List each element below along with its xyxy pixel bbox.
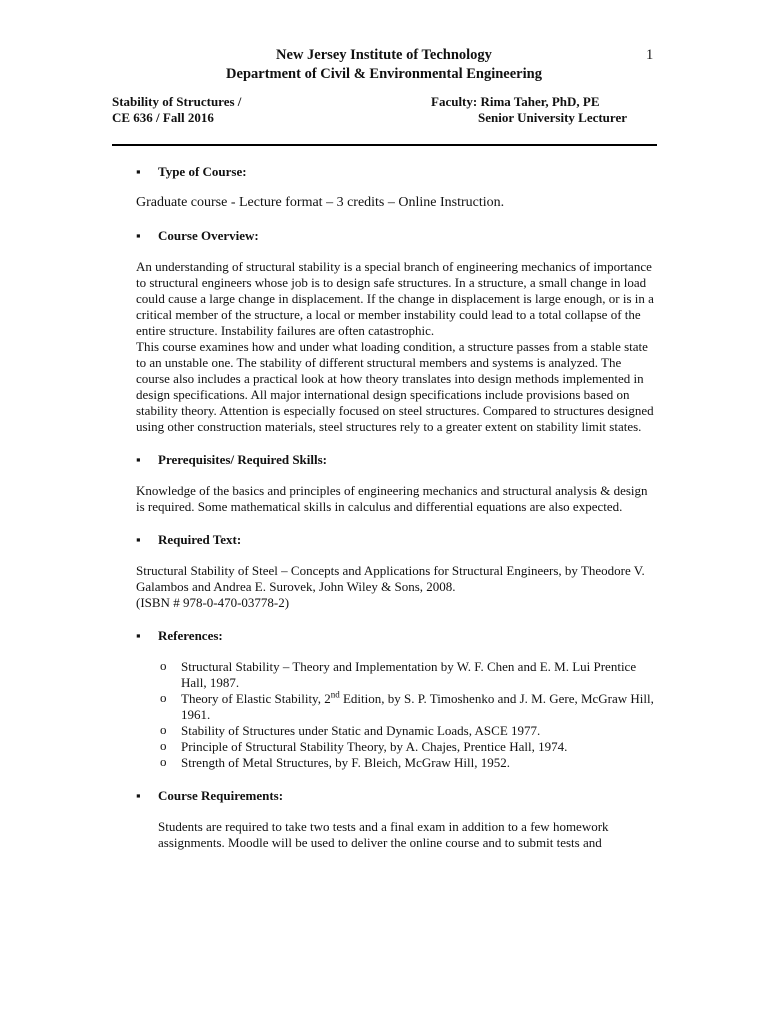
section-heading-label: Course Overview: bbox=[158, 228, 259, 243]
circle-bullet-icon: o bbox=[160, 690, 167, 705]
section-heading-label: References: bbox=[158, 628, 223, 643]
circle-bullet-icon: o bbox=[160, 754, 167, 769]
section-heading-references bbox=[136, 628, 656, 644]
course-code: CE 636 / Fall 2016 bbox=[112, 110, 214, 125]
circle-bullet-icon: o bbox=[160, 722, 167, 737]
section-heading-requirements bbox=[136, 788, 656, 804]
reference-item: o Strength of Metal Structures, by F. Bleich, McGraw Hill, 1952. bbox=[160, 754, 510, 770]
header-divider bbox=[112, 144, 657, 146]
section-heading-type bbox=[136, 164, 656, 180]
circle-bullet-icon: o bbox=[160, 738, 167, 753]
requirements-text: Students are required to take two tests and a final exam in addition to a few homework assignments. Moodle will be used to deliver the online course and to submit tests and bbox=[158, 819, 609, 850]
references-list bbox=[136, 659, 656, 771]
bullet-square-icon: ▪ bbox=[136, 532, 141, 547]
bullet-square-icon: ▪ bbox=[136, 628, 141, 643]
overview-paragraph-2: This course examines how and under what loading condition, a structure passes from a stable state to an unstable one. The stability of different structural members and systems is analyzed. The course also includes a practical look at how theory translates into design methods implemented in design specifications. All major international design specifications include provisions based on stability theory. Attention is especially focused on steel structures. Compared to structures designed using other construction materials, steel structures rely to a greater extent on stability limit states. bbox=[136, 339, 654, 434]
bullet-square-icon: ▪ bbox=[136, 228, 141, 243]
prerequisites-text: Knowledge of the basics and principles of engineering mechanics and structural analysis & design is required. Some mathematical skills in calculus and differential equations are also expected. bbox=[136, 483, 648, 514]
overview-paragraph-1: An understanding of structural stability is a special branch of engineering mechanics of importance to structural engineers whose job is to design safe structures. In a structure, a small change in load could cause a large change in displacement. If the change in displacement is large enough, or is in a critical member of the structure, a local or member instability could lead to a total collapse of the entire structure. Instability failures are often catastrophic. bbox=[136, 259, 654, 338]
page-number: 1 bbox=[646, 47, 654, 63]
required-text-isbn: (ISBN # 978-0-470-03778-2) bbox=[136, 595, 290, 610]
institution-title: New Jersey Institute of Technology bbox=[276, 47, 492, 63]
circle-bullet-icon: o bbox=[160, 658, 167, 673]
section-heading-overview bbox=[136, 228, 656, 244]
section-heading-label: Prerequisites/ Required Skills: bbox=[158, 452, 328, 467]
required-text-citation: Structural Stability of Steel – Concepts and Applications for Structural Engineers, by Theodore V. Galambos and Andrea E. Surovek, John Wiley & Sons, 2008. bbox=[136, 563, 645, 594]
section-heading-prerequisites bbox=[136, 452, 656, 468]
reference-item: o Principle of Structural Stability Theory, by A. Chajes, Prentice Hall, 1974. bbox=[160, 738, 568, 754]
section-heading-required-text bbox=[136, 532, 656, 548]
bullet-square-icon: ▪ bbox=[136, 164, 141, 179]
section-heading-label: Required Text: bbox=[158, 532, 242, 547]
course-type-text: Graduate course - Lecture format – 3 credits – Online Instruction. bbox=[136, 195, 505, 210]
section-heading-label: Course Requirements: bbox=[158, 788, 284, 803]
reference-item: o Structural Stability – Theory and Implementation by W. F. Chen and E. M. Lui Prentice Hall, 1987. bbox=[160, 658, 637, 690]
faculty-name: Faculty: Rima Taher, PhD, PE bbox=[431, 94, 600, 109]
bullet-square-icon: ▪ bbox=[136, 788, 141, 803]
section-heading-label: Type of Course: bbox=[158, 164, 247, 179]
reference-item: o Stability of Structures under Static and Dynamic Loads, ASCE 1977. bbox=[160, 722, 541, 738]
bullet-square-icon: ▪ bbox=[136, 452, 141, 467]
faculty-title: Senior University Lecturer bbox=[478, 110, 627, 125]
course-name: Stability of Structures / bbox=[112, 94, 242, 109]
document-body bbox=[136, 164, 656, 868]
reference-item: o Theory of Elastic Stability, 2nd Edition, by S. P. Timoshenko and J. M. Gere, McGraw Hill, 1961. bbox=[160, 689, 654, 722]
department-title: Department of Civil & Environmental Engineering bbox=[226, 66, 542, 82]
